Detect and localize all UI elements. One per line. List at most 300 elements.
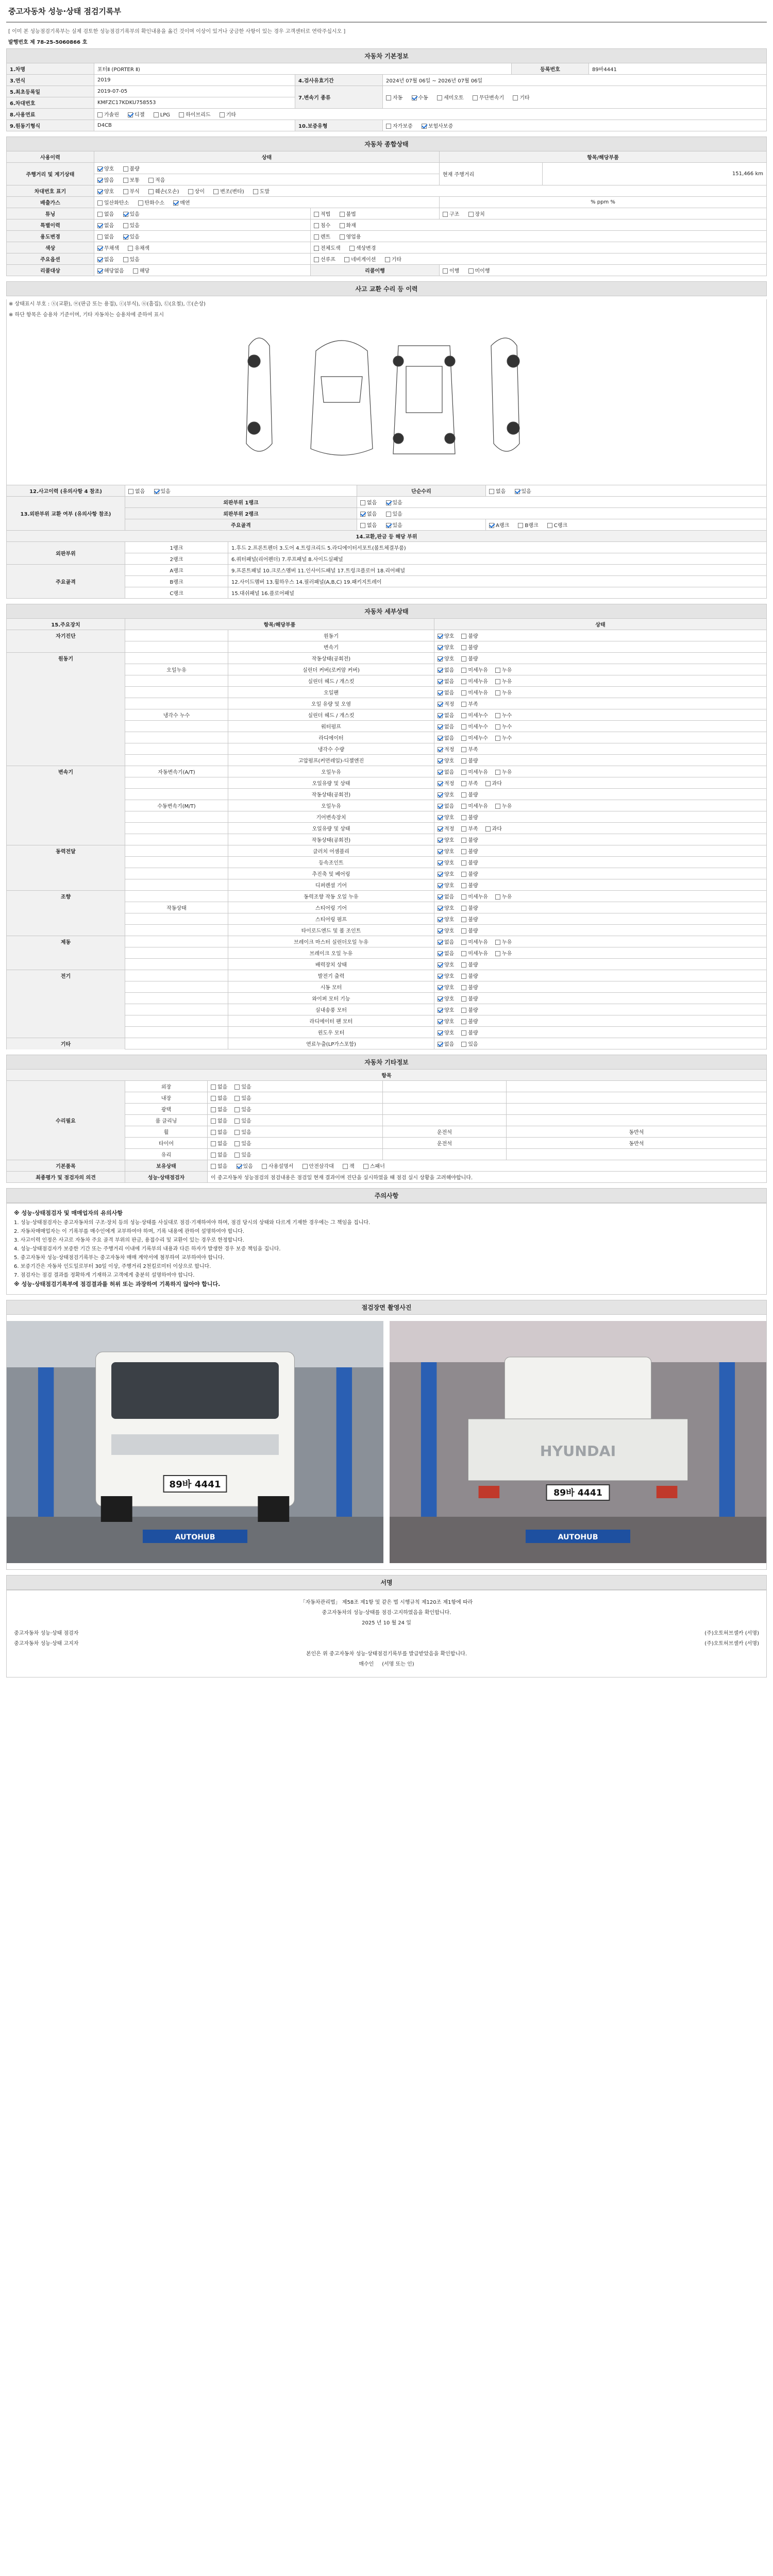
buyer-signature[interactable]: (서명 또는 인) <box>382 1662 414 1668</box>
detail-item: 스티어링 기어 <box>228 902 434 913</box>
section-title-notes: 주의사항 <box>7 1189 767 1203</box>
detail-option <box>438 1017 454 1025</box>
detail-checkbox[interactable] <box>438 736 443 741</box>
checkbox-device[interactable] <box>468 212 474 217</box>
checkbox-vin-smeared[interactable] <box>253 189 258 194</box>
detail-group <box>7 743 125 755</box>
detail-checkbox[interactable] <box>438 849 443 854</box>
etc-side <box>507 1081 767 1092</box>
detail-checkbox[interactable] <box>461 770 466 775</box>
checkbox-recall-yes[interactable] <box>133 268 138 274</box>
detail-state <box>434 1015 767 1027</box>
detail-checkbox[interactable] <box>495 724 500 730</box>
detail-checkbox[interactable] <box>438 860 443 866</box>
detail-option <box>438 926 454 934</box>
checkbox-normal[interactable] <box>123 178 128 183</box>
detail-option <box>461 802 488 809</box>
detail-checkbox[interactable] <box>461 1030 466 1036</box>
opt-label: 침수 <box>321 223 331 229</box>
opt-label: 양호 <box>444 838 455 843</box>
detail-option <box>461 870 478 877</box>
detail-checkbox[interactable] <box>438 679 443 684</box>
detail-checkbox[interactable] <box>461 849 466 854</box>
rear-photo[interactable] <box>390 1321 766 1563</box>
legend-line-2: ※ 하단 항목은 승용차 기준이며, 기타 자동차는 승용차에 준하여 표시 <box>9 312 164 318</box>
checkbox-color-change[interactable] <box>349 246 355 251</box>
checkbox-sunroof[interactable] <box>314 257 319 262</box>
detail-checkbox[interactable] <box>495 690 500 696</box>
etc-checkbox[interactable] <box>211 1153 216 1158</box>
checkbox-legal[interactable] <box>314 212 319 217</box>
legend-line-1: ※ 상태표시 부호 : ⓧ(교환), ⓦ(판금 또는 용접), ⓒ(부식), ⓤ(흠집), Ⓤ(요철), Ⓣ(손상) <box>9 301 206 307</box>
detail-checkbox[interactable] <box>495 940 500 945</box>
detail-checkbox[interactable] <box>461 996 466 1002</box>
detail-state <box>434 913 767 925</box>
detail-checkbox[interactable] <box>461 826 466 832</box>
checkbox-option-yes[interactable] <box>123 257 128 262</box>
detail-checkbox[interactable] <box>461 860 466 866</box>
checkbox-accident-none[interactable] <box>128 489 133 494</box>
checkbox-business[interactable] <box>340 234 345 240</box>
value-first-reg: 2019-07-05 <box>94 86 295 97</box>
detail-checkbox[interactable] <box>461 747 466 752</box>
value-current-mileage: 151,466 km <box>543 163 767 185</box>
checkbox-frame-none[interactable] <box>360 523 365 528</box>
checkbox-self-warranty[interactable] <box>386 124 391 129</box>
opt-label: 불량 <box>468 849 478 855</box>
opt-label: 불량 <box>468 917 478 923</box>
checkbox-use-yes[interactable] <box>123 234 128 240</box>
label-recall-done: 리콜이행 <box>311 265 440 276</box>
label-fuel: 8.사용연료 <box>7 109 94 120</box>
detail-subgroup <box>125 845 228 857</box>
detail-checkbox[interactable] <box>438 781 443 786</box>
detail-option <box>461 1040 478 1047</box>
opt-label: 선루프 <box>321 257 335 263</box>
detail-subgroup <box>125 630 228 641</box>
checkbox-hc[interactable] <box>138 200 143 206</box>
detail-checkbox[interactable] <box>438 1030 443 1036</box>
checkbox-gauge-good[interactable] <box>97 166 103 172</box>
opt-label: 불량 <box>468 792 478 798</box>
detail-option <box>461 972 478 979</box>
detail-checkbox[interactable] <box>495 713 500 718</box>
opt-label: 누유 <box>501 894 512 900</box>
opt-label: 미세누수 <box>468 724 488 730</box>
checkbox-recall-notdone[interactable] <box>468 268 474 274</box>
detail-option <box>438 711 454 719</box>
detail-checkbox[interactable] <box>485 826 491 832</box>
value-vin: KMFZC17KDKU758553 <box>94 97 295 109</box>
checkbox-simple-none[interactable] <box>489 489 494 494</box>
checkbox-many[interactable] <box>97 178 103 183</box>
checkbox-tuning-none[interactable] <box>97 212 103 217</box>
checkbox-accident-yes[interactable] <box>154 489 159 494</box>
detail-checkbox[interactable] <box>495 668 500 673</box>
etc-side <box>507 1149 767 1160</box>
checkbox-chromatic[interactable] <box>128 246 133 251</box>
detail-checkbox[interactable] <box>461 736 466 741</box>
checkbox-recall-none[interactable] <box>97 268 103 274</box>
opt-label: 없음 <box>217 1107 228 1113</box>
detail-checkbox[interactable] <box>495 951 500 956</box>
note-line: 7. 점검자는 점검 결과를 정확하게 기재하고 고객에게 충분히 설명하여야 합니다. <box>14 1272 195 1278</box>
detail-checkbox[interactable] <box>461 656 466 662</box>
rank-items: 12.사이드멤버 13.휠하우스 14.필러패널(A,B,C) 19.패키지트레이 <box>228 576 767 587</box>
receive-statement: 본인은 위 중고자동차 성능·상태점검기록부를 발급받았음을 확인합니다. <box>306 1651 467 1657</box>
checkbox-gauge-bad[interactable] <box>123 166 128 172</box>
detail-option <box>495 802 512 809</box>
detail-checkbox[interactable] <box>438 747 443 752</box>
detail-option <box>438 734 454 741</box>
detail-checkbox[interactable] <box>461 724 466 730</box>
checkbox-grade-a[interactable] <box>489 523 494 528</box>
detail-checkbox[interactable] <box>438 815 443 820</box>
checkbox-structure[interactable] <box>443 212 448 217</box>
checkbox-auto[interactable] <box>386 95 391 100</box>
checkbox-other[interactable] <box>513 95 518 100</box>
detail-checkbox[interactable] <box>438 985 443 990</box>
opt-label: 적정 <box>444 826 455 832</box>
detail-checkbox[interactable] <box>461 883 466 888</box>
detail-item: 타이로드엔드 및 볼 조인트 <box>228 925 434 936</box>
checkbox-manual-book[interactable] <box>262 1164 267 1169</box>
etc-checkbox[interactable] <box>211 1107 216 1112</box>
detail-checkbox[interactable] <box>485 781 491 786</box>
detail-row <box>7 959 767 970</box>
etc-checkbox[interactable] <box>234 1107 240 1112</box>
detail-state <box>434 947 767 959</box>
detail-checkbox[interactable] <box>461 792 466 798</box>
etc-checkbox[interactable] <box>234 1130 240 1135</box>
detail-checkbox[interactable] <box>438 656 443 662</box>
detail-option <box>461 779 478 787</box>
checkbox-diesel[interactable] <box>128 112 133 117</box>
detail-option <box>495 938 512 945</box>
checkbox-grade-c[interactable] <box>547 523 552 528</box>
opt-label: 없음 <box>444 1042 455 1047</box>
opt-label: 부족 <box>468 747 478 753</box>
checkbox-cvt[interactable] <box>473 95 478 100</box>
seller-row <box>14 1639 759 1649</box>
etc-option <box>211 1082 227 1090</box>
detail-checkbox[interactable] <box>461 917 466 922</box>
detail-subgroup <box>125 1027 228 1038</box>
checkbox-option-none[interactable] <box>97 257 103 262</box>
detail-checkbox[interactable] <box>461 781 466 786</box>
label-warranty: 10.보증유형 <box>295 120 383 131</box>
opt-label: 양호 <box>104 166 114 172</box>
detail-group <box>7 732 125 743</box>
notes-header <box>6 1188 767 1203</box>
detail-checkbox[interactable] <box>461 838 466 843</box>
detail-checkbox[interactable] <box>438 713 443 718</box>
detail-item: 오일 유량 및 오염 <box>228 698 434 709</box>
checkbox-insurance-warranty[interactable] <box>422 124 427 129</box>
etc-checkbox[interactable] <box>234 1141 240 1146</box>
etc-checkbox[interactable] <box>234 1096 240 1101</box>
detail-option <box>461 756 478 764</box>
label-recall: 리콜대상 <box>7 265 94 276</box>
inspector-opinion-text: 이 중고자동차 성능점검의 점검내용은 점검일 현재 결과이며 진단을 실시하였을 때 점검 실시 상황을 고려해야합니다. <box>208 1172 767 1183</box>
detail-checkbox[interactable] <box>438 996 443 1002</box>
tuning-legal-options <box>311 208 440 219</box>
detail-state <box>434 868 767 879</box>
detail-checkbox[interactable] <box>461 713 466 718</box>
warranty-options <box>383 120 767 131</box>
detail-row <box>7 993 767 1004</box>
detail-checkbox[interactable] <box>438 928 443 934</box>
checkbox-recall-done[interactable] <box>443 268 448 274</box>
detail-checkbox[interactable] <box>461 702 466 707</box>
opt-label: 불량 <box>468 1008 478 1013</box>
checkbox-grade-b[interactable] <box>518 523 523 528</box>
detail-checkbox[interactable] <box>438 917 443 922</box>
detail-checkbox[interactable] <box>461 894 466 900</box>
detail-checkbox[interactable] <box>438 1042 443 1047</box>
opt-label: 변조(변타) <box>220 189 244 195</box>
checkbox-fire[interactable] <box>340 223 345 228</box>
detail-checkbox[interactable] <box>438 724 443 730</box>
detail-checkbox[interactable] <box>461 668 466 673</box>
etc-checkbox[interactable] <box>234 1153 240 1158</box>
checkbox-tuning-yes[interactable] <box>123 212 128 217</box>
detail-checkbox[interactable] <box>438 872 443 877</box>
detail-checkbox[interactable] <box>438 940 443 945</box>
checkbox-illegal[interactable] <box>340 212 345 217</box>
detail-checkbox[interactable] <box>461 951 466 956</box>
detail-checkbox[interactable] <box>461 1042 466 1047</box>
detail-state <box>434 789 767 800</box>
detail-checkbox[interactable] <box>438 883 443 888</box>
etc-checkbox[interactable] <box>211 1141 216 1146</box>
seller-signature[interactable]: (주)오토허브셀카 (서명) <box>704 1641 759 1647</box>
detail-group: 자기진단 <box>7 630 125 641</box>
opt-label: 불량 <box>468 656 478 662</box>
checkbox-basic-yes[interactable] <box>237 1164 242 1169</box>
checkbox-hybrid[interactable] <box>179 112 184 117</box>
detail-group: 동력전달 <box>7 845 125 857</box>
checkbox-navigation[interactable] <box>344 257 349 262</box>
etc-checkbox[interactable] <box>234 1118 240 1124</box>
detail-state <box>434 970 767 981</box>
detail-checkbox[interactable] <box>461 974 466 979</box>
detail-item: 라디에이터 <box>228 732 434 743</box>
checkbox-simple-yes[interactable] <box>515 489 520 494</box>
detail-option <box>438 779 454 787</box>
detail-option <box>438 892 454 900</box>
detail-checkbox[interactable] <box>438 634 443 639</box>
checkbox-spanner[interactable] <box>363 1164 368 1169</box>
opt-label: 불량 <box>468 883 478 889</box>
front-photo[interactable] <box>7 1321 383 1563</box>
checkbox-rank2-none[interactable] <box>360 512 365 517</box>
checkbox-vin-good[interactable] <box>97 189 103 194</box>
checkbox-basic-none[interactable] <box>211 1164 216 1169</box>
etc-checkbox[interactable] <box>211 1084 216 1090</box>
inspector-signature[interactable]: (주)오토허브셀카 (서명) <box>704 1631 759 1637</box>
detail-checkbox[interactable] <box>461 645 466 650</box>
detail-checkbox[interactable] <box>495 804 500 809</box>
detail-checkbox[interactable] <box>438 690 443 696</box>
notes-footer: ※ 성능·상태점검기록부에 점검결과를 허위 또는 과장하여 기록하지 않아야 합니다. <box>14 1280 221 1287</box>
detail-checkbox[interactable] <box>438 1019 443 1024</box>
detail-item: 배력장치 상태 <box>228 959 434 970</box>
opt-label: 적정 <box>444 702 455 707</box>
opt-label: 있음 <box>468 1042 478 1047</box>
etc-item: 광택 <box>125 1104 208 1115</box>
checkbox-vin-diff[interactable] <box>188 189 193 194</box>
checkbox-special-yes[interactable] <box>123 223 128 228</box>
note-line: 2. 자동차매매업자는 이 기록부를 매수인에게 교부하여야 하며, 기록 내용에 관하여 설명하여야 합니다. <box>14 1228 244 1234</box>
detail-row <box>7 630 767 641</box>
detail-item: 변속기 <box>228 641 434 653</box>
detail-option <box>495 892 512 900</box>
detail-checkbox[interactable] <box>461 679 466 684</box>
detail-checkbox[interactable] <box>438 974 443 979</box>
note-line: 3. 사고이력 인정은 사고로 자동차 주요 골격 부위의 판금, 용접수리 및 교환이 있는 경우로 한정합니다. <box>14 1237 244 1243</box>
sign-statement-2: 중고자동차의 성능·상태를 점검·고지하였음을 확인합니다. <box>322 1610 451 1616</box>
checkbox-vin-damaged[interactable] <box>148 189 154 194</box>
detail-checkbox[interactable] <box>438 906 443 911</box>
detail-checkbox[interactable] <box>438 770 443 775</box>
opt-label: 불량 <box>468 872 478 877</box>
etc-checkbox[interactable] <box>234 1084 240 1090</box>
detail-checkbox[interactable] <box>438 838 443 843</box>
detail-checkbox[interactable] <box>438 804 443 809</box>
checkbox-rank2-yes[interactable] <box>386 512 391 517</box>
detail-item: 브레이크 오일 누유 <box>228 947 434 959</box>
section-title-etc: 자동차 기타정보 <box>7 1055 767 1070</box>
section-title-sign: 서명 <box>7 1575 767 1590</box>
special-options <box>94 219 311 231</box>
label-simple-repair: 단순수리 <box>357 485 486 497</box>
detail-checkbox[interactable] <box>438 792 443 798</box>
detail-checkbox[interactable] <box>461 634 466 639</box>
note-line: 1. 성능·상태점검자는 중고자동차의 구조·장치 등의 성능·상태를 사실대로 점검·기재하여야 하며, 점검 당시의 상태와 다르게 기재한 경우에는 그 책임을 집니다. <box>14 1219 371 1226</box>
opt-label: 있음 <box>392 500 402 506</box>
detail-item: 실린더 커버(로커암 커버) <box>228 664 434 675</box>
checkbox-rank1-yes[interactable] <box>386 500 391 505</box>
checkbox-special-none[interactable] <box>97 223 103 228</box>
checkbox-option-other[interactable] <box>385 257 390 262</box>
detail-checkbox[interactable] <box>438 962 443 968</box>
detail-subgroup <box>125 823 228 834</box>
detail-checkbox[interactable] <box>461 758 466 764</box>
detail-checkbox[interactable] <box>461 872 466 877</box>
checkbox-vin-altered[interactable] <box>213 189 219 194</box>
fuel-options <box>94 109 767 120</box>
checkbox-manual[interactable] <box>412 95 417 100</box>
detail-checkbox[interactable] <box>438 894 443 900</box>
checkbox-jack[interactable] <box>343 1164 348 1169</box>
checkbox-full-paint[interactable] <box>314 246 319 251</box>
checkbox-triangle[interactable] <box>303 1164 308 1169</box>
detail-checkbox[interactable] <box>461 815 466 820</box>
detail-option <box>461 836 478 843</box>
detail-row <box>7 653 767 664</box>
etc-rows <box>7 1081 767 1160</box>
opt-label: 기타 <box>519 95 530 101</box>
checkbox-smoke[interactable] <box>173 200 178 206</box>
detail-checkbox[interactable] <box>438 645 443 650</box>
checkbox-frame-yes[interactable] <box>386 523 391 528</box>
checkbox-achromatic[interactable] <box>97 246 103 251</box>
detail-checkbox[interactable] <box>461 690 466 696</box>
detail-checkbox[interactable] <box>495 679 500 684</box>
checkbox-vin-rust[interactable] <box>123 189 128 194</box>
checkbox-rank1-none[interactable] <box>360 500 365 505</box>
detail-checkbox[interactable] <box>461 962 466 968</box>
detail-state <box>434 823 767 834</box>
etc-side <box>383 1092 507 1104</box>
etc-checkbox[interactable] <box>211 1130 216 1135</box>
detail-checkbox[interactable] <box>438 951 443 956</box>
detail-checkbox[interactable] <box>438 826 443 832</box>
checkbox-flood[interactable] <box>314 223 319 228</box>
opt-label: 도말 <box>259 189 270 195</box>
detail-checkbox[interactable] <box>461 1008 466 1013</box>
detail-option <box>461 677 488 685</box>
opt-label: 불량 <box>468 758 478 764</box>
detail-checkbox[interactable] <box>461 906 466 911</box>
etc-checkbox[interactable] <box>211 1096 216 1101</box>
detail-checkbox[interactable] <box>461 940 466 945</box>
detail-state <box>434 925 767 936</box>
detail-option <box>438 904 454 911</box>
checkbox-semi-auto[interactable] <box>437 95 442 100</box>
checkbox-co[interactable] <box>97 200 103 206</box>
note-line: 4. 성능·상태점검자가 보증한 기간 또는 주행거리 이내에 기록부의 내용과 다른 하자가 발생한 경우 보증 책임을 집니다. <box>14 1246 281 1252</box>
detail-checkbox[interactable] <box>495 736 500 741</box>
detail-option <box>438 1040 454 1047</box>
opt-label: 상이 <box>194 189 205 195</box>
frame-grade-options <box>486 519 767 531</box>
opt-label: 불량 <box>468 962 478 968</box>
detail-state <box>434 743 767 755</box>
detail-checkbox[interactable] <box>438 758 443 764</box>
detail-item: 오일누유 <box>228 800 434 811</box>
checkbox-few[interactable] <box>148 178 154 183</box>
opt-label: 없음 <box>444 713 455 719</box>
checkbox-lpg[interactable] <box>154 112 159 117</box>
detail-row <box>7 913 767 925</box>
opt-label: 양호 <box>444 656 455 662</box>
detail-row <box>7 766 767 777</box>
detail-checkbox[interactable] <box>461 804 466 809</box>
checkbox-fuel-other[interactable] <box>220 112 225 117</box>
detail-subgroup: 오일누유 <box>125 664 228 675</box>
etc-side <box>383 1081 507 1092</box>
detail-state <box>434 653 767 664</box>
detail-checkbox[interactable] <box>461 928 466 934</box>
checkbox-rent[interactable] <box>314 234 319 240</box>
detail-option <box>438 949 454 957</box>
label-special-history: 특별이력 <box>7 219 94 231</box>
detail-checkbox[interactable] <box>438 1008 443 1013</box>
detail-checkbox[interactable] <box>461 1019 466 1024</box>
checkbox-use-none[interactable] <box>97 234 103 240</box>
detail-checkbox[interactable] <box>461 985 466 990</box>
detail-checkbox[interactable] <box>438 702 443 707</box>
detail-option <box>485 824 502 832</box>
etc-checkbox[interactable] <box>211 1118 216 1124</box>
detail-checkbox[interactable] <box>495 894 500 900</box>
detail-checkbox[interactable] <box>438 668 443 673</box>
detail-checkbox[interactable] <box>495 770 500 775</box>
checkbox-gasoline[interactable] <box>97 112 103 117</box>
detail-option <box>438 983 454 991</box>
